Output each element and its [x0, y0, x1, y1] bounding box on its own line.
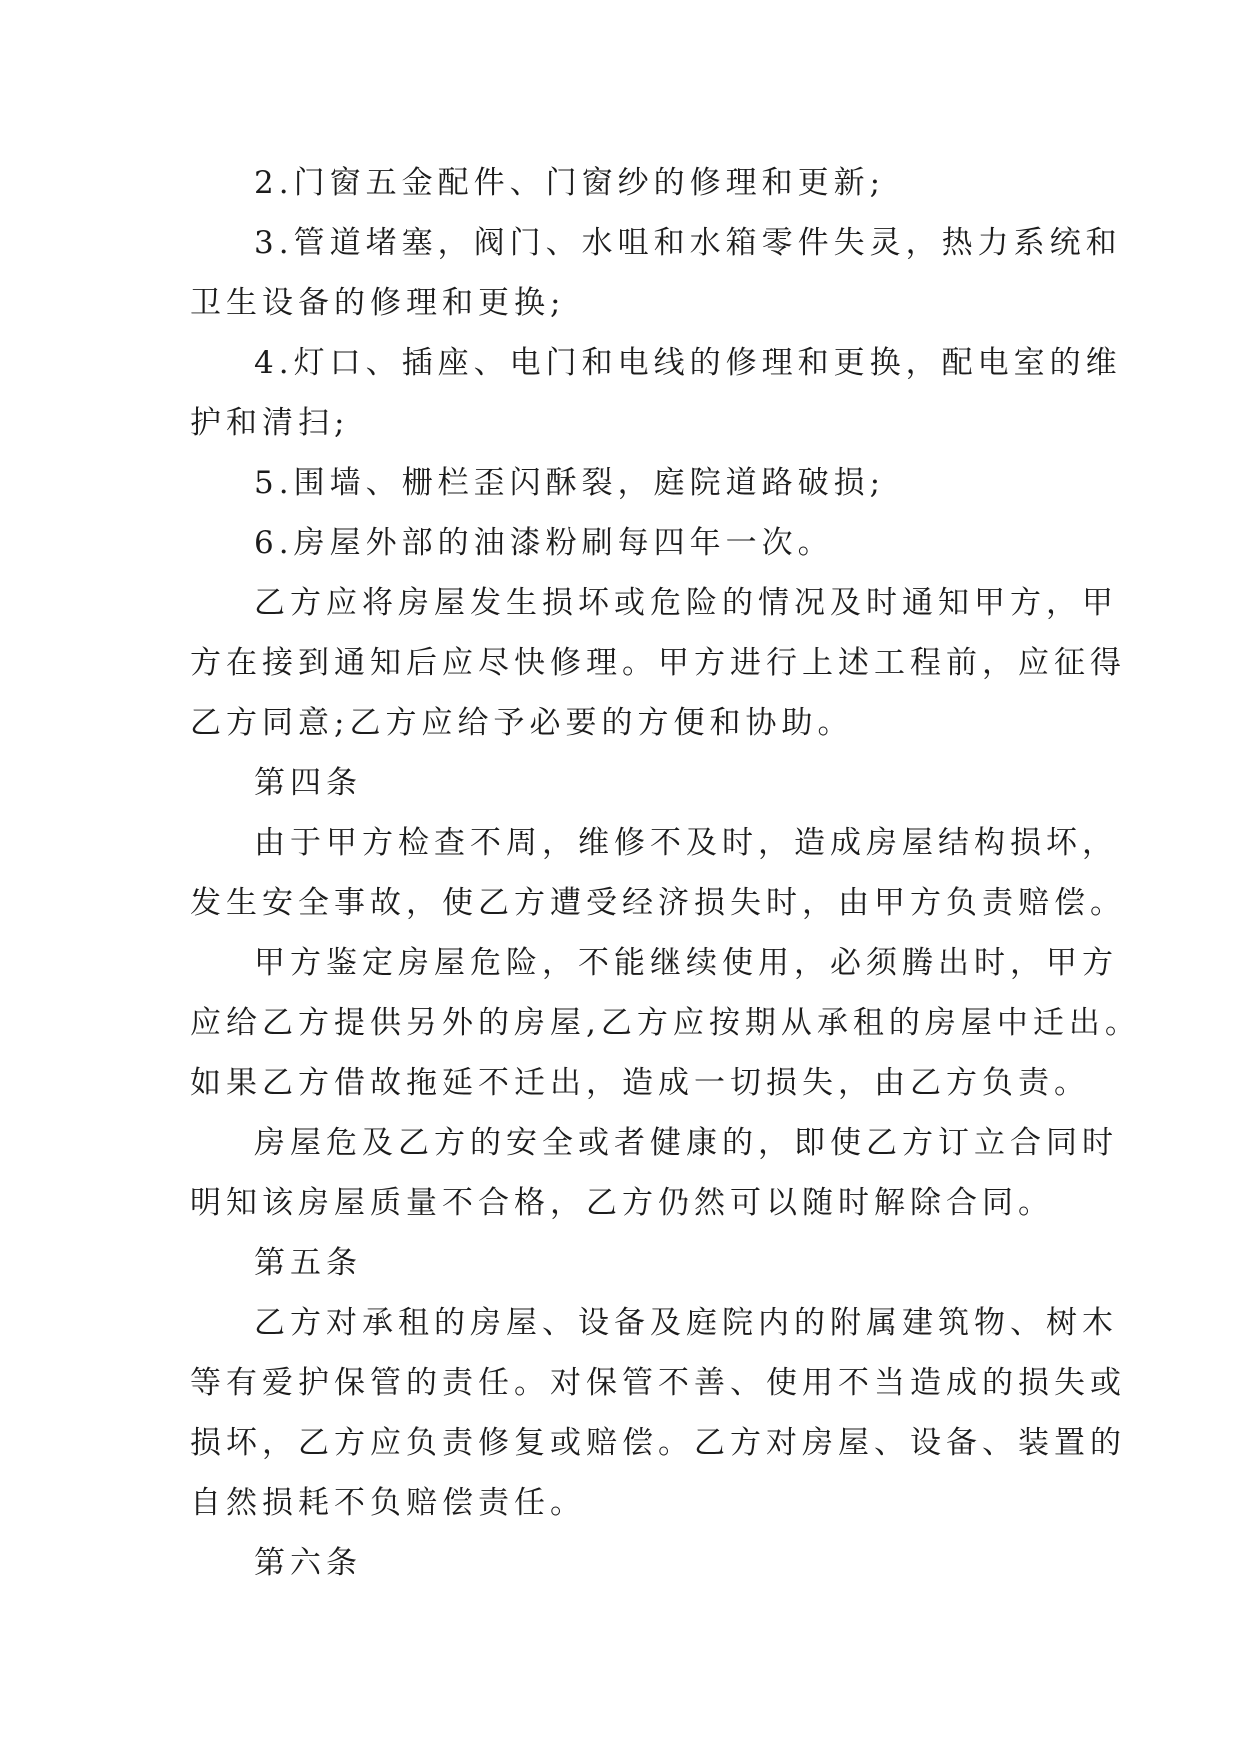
- section-heading: 第六条: [254, 1545, 362, 1581]
- paragraph-line: 明知该房屋质量不合格，乙方仍然可以随时解除合同。: [190, 1185, 1054, 1221]
- section-heading: 第五条: [254, 1245, 362, 1281]
- paragraph-line: 房屋危及乙方的安全或者健康的，即使乙方订立合同时: [254, 1125, 1118, 1161]
- paragraph-line: 乙方对承租的房屋、设备及庭院内的附属建筑物、树木: [254, 1305, 1118, 1341]
- paragraph-line: 乙方同意;乙方应给予必要的方便和协助。: [190, 705, 854, 741]
- section-heading: 第四条: [254, 765, 362, 801]
- paragraph-line: 5.围墙、栅栏歪闪酥裂，庭院道路破损;: [254, 465, 886, 501]
- paragraph-line: 发生安全事故，使乙方遭受经济损失时，由甲方负责赔偿。: [190, 885, 1126, 921]
- paragraph-line: 如果乙方借故拖延不迁出，造成一切损失，由乙方负责。: [190, 1065, 1090, 1101]
- paragraph-line: 4.灯口、插座、电门和电线的修理和更换，配电室的维: [254, 345, 1122, 381]
- paragraph-line: 自然损耗不负赔偿责任。: [190, 1485, 586, 1521]
- paragraph-line: 2.门窗五金配件、门窗纱的修理和更新;: [254, 165, 886, 201]
- paragraph-line: 乙方应将房屋发生损坏或危险的情况及时通知甲方，甲: [254, 585, 1118, 621]
- paragraph-line: 护和清扫;: [190, 405, 350, 441]
- paragraph-line: 应给乙方提供另外的房屋,乙方应按期从承租的房屋中迁出。: [190, 1005, 1141, 1041]
- paragraph-line: 方在接到通知后应尽快修理。甲方进行上述工程前，应征得: [190, 645, 1126, 681]
- paragraph-line: 由于甲方检查不周，维修不及时，造成房屋结构损坏，: [254, 825, 1118, 861]
- paragraph-line: 损坏，乙方应负责修复或赔偿。乙方对房屋、设备、装置的: [190, 1425, 1126, 1461]
- document-body: [190, 153, 1141, 1593]
- paragraph-line: 3.管道堵塞，阀门、水咀和水箱零件失灵，热力系统和: [254, 225, 1122, 261]
- paragraph-line: 甲方鉴定房屋危险，不能继续使用，必须腾出时，甲方: [254, 945, 1118, 981]
- paragraph-line: 6.房屋外部的油漆粉刷每四年一次。: [254, 525, 834, 561]
- paragraph-line: 卫生设备的修理和更换;: [190, 285, 566, 321]
- paragraph-line: 等有爱护保管的责任。对保管不善、使用不当造成的损失或: [190, 1365, 1126, 1401]
